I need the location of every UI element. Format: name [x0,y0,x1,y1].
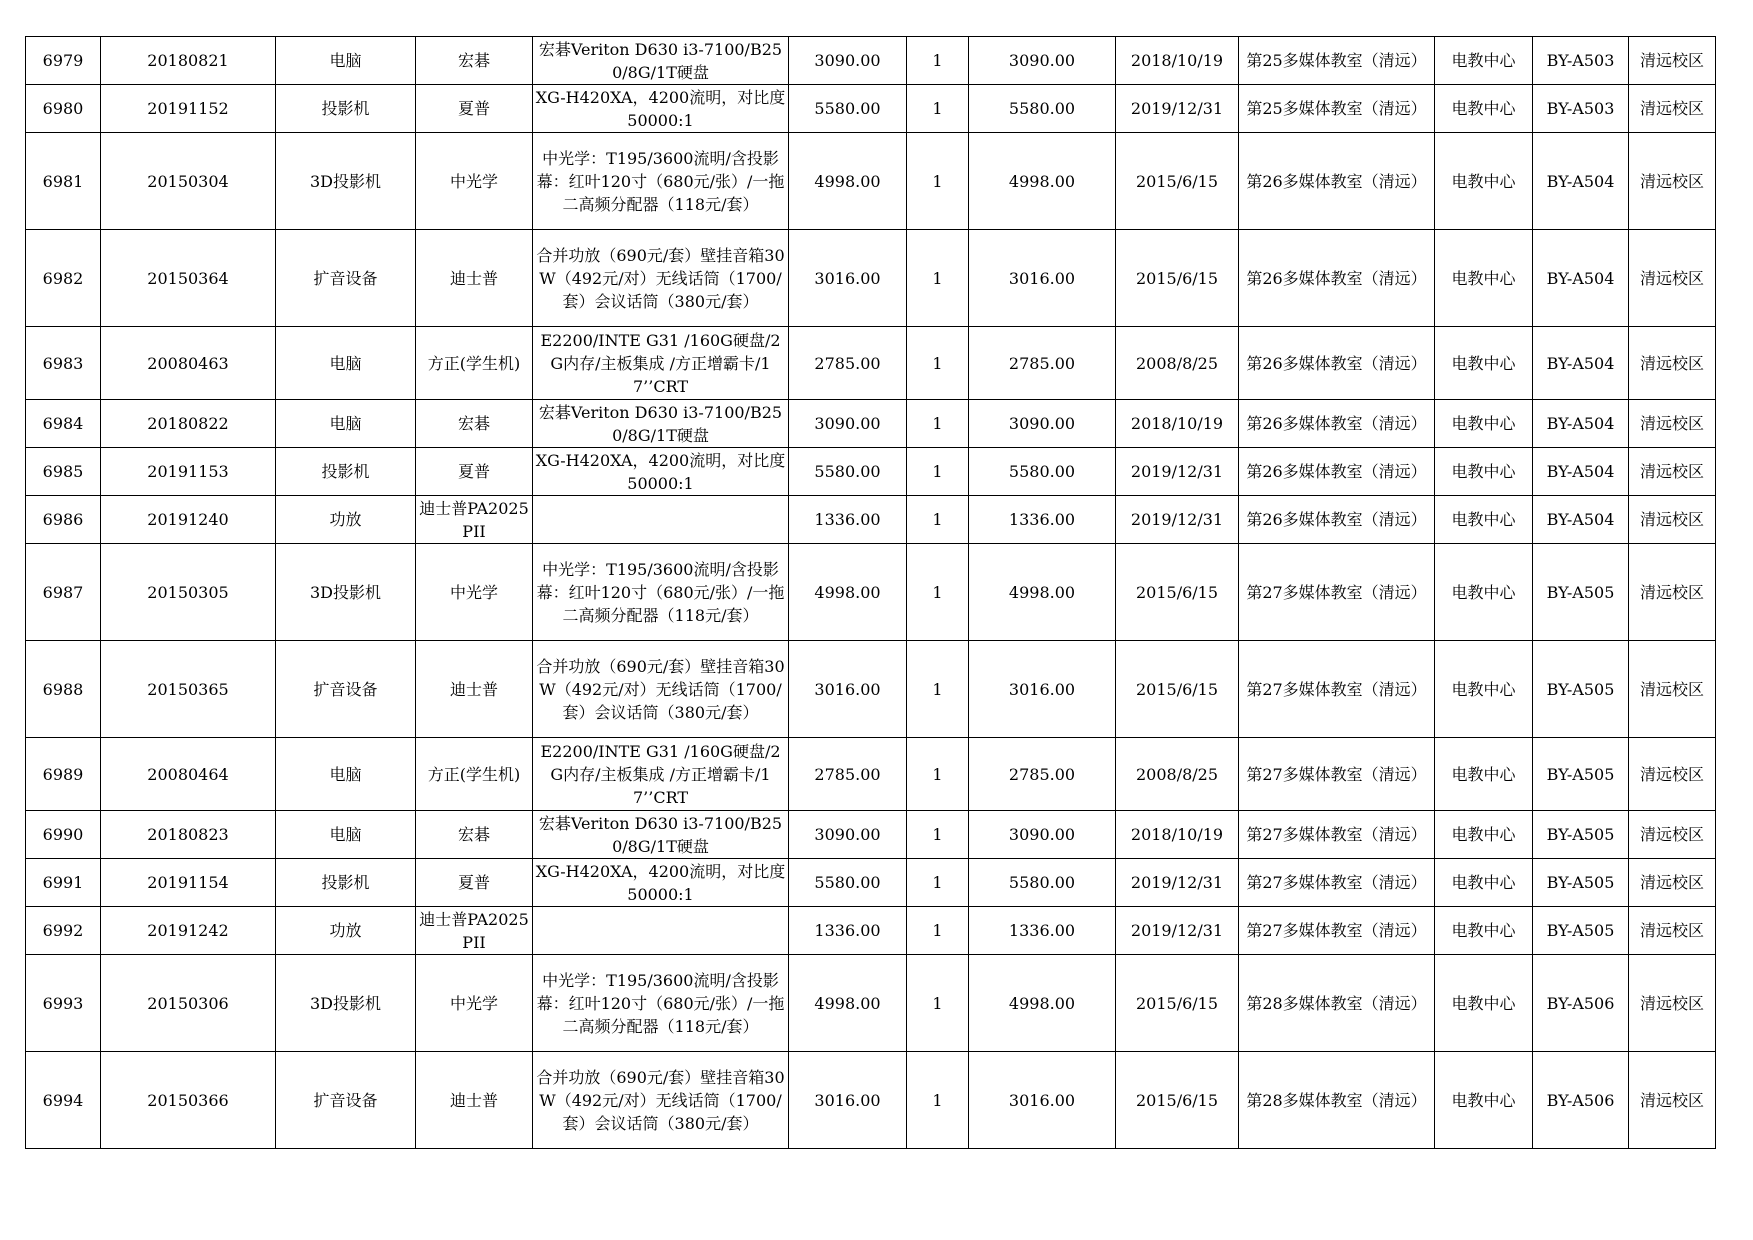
cell-code: 20150305 [101,544,276,641]
cell-location: 第27多媒体教室（清远） [1239,859,1435,907]
cell-campus: 清远校区 [1629,811,1716,859]
cell-code: 20191153 [101,448,276,496]
cell-brand: 中光学 [416,544,533,641]
cell-location: 第27多媒体教室（清远） [1239,641,1435,738]
cell-location: 第26多媒体教室（清远） [1239,133,1435,230]
table-row [26,738,1716,811]
cell-seq: 6986 [26,496,101,544]
cell-location: 第26多媒体教室（清远） [1239,448,1435,496]
cell-campus: 清远校区 [1629,85,1716,133]
cell-code: 20150304 [101,133,276,230]
cell-price: 5580.00 [789,85,907,133]
cell-seq: 6980 [26,85,101,133]
cell-name: 电脑 [276,738,416,811]
table-row [26,1052,1716,1149]
cell-name: 电脑 [276,811,416,859]
cell-brand: 迪士普 [416,230,533,327]
table-row [26,133,1716,230]
cell-code: 20191240 [101,496,276,544]
cell-brand: 方正(学生机) [416,738,533,811]
table-row [26,907,1716,955]
cell-name: 功放 [276,496,416,544]
table-row [26,85,1716,133]
cell-campus: 清远校区 [1629,955,1716,1052]
cell-code: 20191242 [101,907,276,955]
cell-seq: 6988 [26,641,101,738]
cell-spec: 中光学：T195/3600流明/含投影幕：红叶120寸（680元/张）/一拖二高频分配器（118元/套） [533,133,789,230]
table-row [26,811,1716,859]
cell-spec: 宏碁Veriton D630 i3-7100/B250/8G/1T硬盘 [533,37,789,85]
cell-brand: 夏普 [416,448,533,496]
cell-room: BY-A504 [1533,448,1629,496]
cell-qty: 1 [907,738,969,811]
cell-qty: 1 [907,496,969,544]
cell-seq: 6987 [26,544,101,641]
cell-location: 第25多媒体教室（清远） [1239,85,1435,133]
cell-brand: 夏普 [416,85,533,133]
cell-campus: 清远校区 [1629,448,1716,496]
cell-code: 20180821 [101,37,276,85]
cell-code: 20150364 [101,230,276,327]
cell-qty: 1 [907,907,969,955]
cell-seq: 6991 [26,859,101,907]
cell-location: 第26多媒体教室（清远） [1239,400,1435,448]
cell-amount: 3090.00 [969,811,1116,859]
cell-dept: 电教中心 [1435,811,1533,859]
cell-price: 3016.00 [789,230,907,327]
cell-campus: 清远校区 [1629,641,1716,738]
cell-code: 20180822 [101,400,276,448]
cell-qty: 1 [907,327,969,400]
cell-dept: 电教中心 [1435,1052,1533,1149]
cell-spec: 合并功放（690元/套）壁挂音箱30W（492元/对）无线话筒（1700/套）会议话筒（380元/套） [533,641,789,738]
cell-location: 第27多媒体教室（清远） [1239,907,1435,955]
cell-brand: 迪士普 [416,1052,533,1149]
cell-dept: 电教中心 [1435,907,1533,955]
cell-price: 5580.00 [789,859,907,907]
cell-amount: 3016.00 [969,641,1116,738]
cell-qty: 1 [907,955,969,1052]
cell-campus: 清远校区 [1629,496,1716,544]
cell-qty: 1 [907,1052,969,1149]
cell-spec: 宏碁Veriton D630 i3-7100/B250/8G/1T硬盘 [533,811,789,859]
cell-date: 2019/12/31 [1116,859,1239,907]
cell-price: 4998.00 [789,955,907,1052]
cell-location: 第28多媒体教室（清远） [1239,955,1435,1052]
cell-name: 投影机 [276,448,416,496]
cell-code: 20150365 [101,641,276,738]
cell-price: 5580.00 [789,448,907,496]
cell-name: 电脑 [276,37,416,85]
cell-qty: 1 [907,859,969,907]
cell-amount: 4998.00 [969,544,1116,641]
cell-amount: 1336.00 [969,907,1116,955]
cell-room: BY-A506 [1533,955,1629,1052]
cell-location: 第27多媒体教室（清远） [1239,544,1435,641]
table-row [26,37,1716,85]
cell-spec: 中光学：T195/3600流明/含投影幕：红叶120寸（680元/张）/一拖二高频分配器（118元/套） [533,955,789,1052]
cell-location: 第27多媒体教室（清远） [1239,738,1435,811]
cell-room: BY-A506 [1533,1052,1629,1149]
cell-dept: 电教中心 [1435,448,1533,496]
cell-dept: 电教中心 [1435,400,1533,448]
cell-brand: 夏普 [416,859,533,907]
cell-location: 第26多媒体教室（清远） [1239,496,1435,544]
cell-location: 第27多媒体教室（清远） [1239,811,1435,859]
table-row [26,230,1716,327]
cell-date: 2019/12/31 [1116,448,1239,496]
cell-qty: 1 [907,230,969,327]
cell-campus: 清远校区 [1629,907,1716,955]
cell-name: 投影机 [276,85,416,133]
cell-campus: 清远校区 [1629,327,1716,400]
cell-name: 投影机 [276,859,416,907]
cell-seq: 6984 [26,400,101,448]
cell-seq: 6989 [26,738,101,811]
cell-qty: 1 [907,811,969,859]
cell-room: BY-A504 [1533,400,1629,448]
cell-dept: 电教中心 [1435,859,1533,907]
table-row [26,544,1716,641]
cell-room: BY-A505 [1533,641,1629,738]
cell-price: 3090.00 [789,400,907,448]
cell-code: 20150366 [101,1052,276,1149]
cell-campus: 清远校区 [1629,1052,1716,1149]
cell-seq: 6981 [26,133,101,230]
cell-seq: 6985 [26,448,101,496]
cell-price: 3016.00 [789,641,907,738]
cell-code: 20080463 [101,327,276,400]
cell-qty: 1 [907,641,969,738]
cell-brand: 迪士普PA2025PII [416,907,533,955]
cell-room: BY-A505 [1533,907,1629,955]
cell-dept: 电教中心 [1435,37,1533,85]
cell-name: 3D投影机 [276,544,416,641]
cell-code: 20191154 [101,859,276,907]
cell-qty: 1 [907,85,969,133]
cell-name: 3D投影机 [276,133,416,230]
cell-brand: 迪士普PA2025PII [416,496,533,544]
cell-amount: 2785.00 [969,327,1116,400]
cell-amount: 3090.00 [969,400,1116,448]
cell-date: 2015/6/15 [1116,641,1239,738]
cell-campus: 清远校区 [1629,133,1716,230]
cell-date: 2018/10/19 [1116,37,1239,85]
cell-brand: 宏碁 [416,400,533,448]
cell-price: 4998.00 [789,133,907,230]
cell-amount: 3016.00 [969,1052,1116,1149]
cell-qty: 1 [907,133,969,230]
cell-brand: 中光学 [416,955,533,1052]
cell-dept: 电教中心 [1435,738,1533,811]
cell-campus: 清远校区 [1629,37,1716,85]
cell-price: 3016.00 [789,1052,907,1149]
cell-room: BY-A504 [1533,496,1629,544]
cell-code: 20080464 [101,738,276,811]
cell-date: 2008/8/25 [1116,327,1239,400]
cell-seq: 6983 [26,327,101,400]
cell-name: 扩音设备 [276,1052,416,1149]
cell-seq: 6990 [26,811,101,859]
table-row [26,400,1716,448]
cell-room: BY-A505 [1533,859,1629,907]
cell-spec: 合并功放（690元/套）壁挂音箱30W（492元/对）无线话筒（1700/套）会议话筒（380元/套） [533,1052,789,1149]
cell-qty: 1 [907,448,969,496]
cell-date: 2019/12/31 [1116,496,1239,544]
cell-name: 扩音设备 [276,641,416,738]
cell-room: BY-A505 [1533,811,1629,859]
cell-spec: XG-H420XA，4200流明，对比度50000:1 [533,85,789,133]
cell-room: BY-A504 [1533,327,1629,400]
table-row [26,327,1716,400]
cell-amount: 1336.00 [969,496,1116,544]
cell-date: 2015/6/15 [1116,955,1239,1052]
table-row [26,496,1716,544]
cell-seq: 6993 [26,955,101,1052]
cell-amount: 5580.00 [969,85,1116,133]
cell-name: 电脑 [276,400,416,448]
table-row [26,955,1716,1052]
cell-date: 2015/6/15 [1116,133,1239,230]
cell-seq: 6979 [26,37,101,85]
cell-amount: 2785.00 [969,738,1116,811]
cell-date: 2018/10/19 [1116,400,1239,448]
table-row [26,448,1716,496]
cell-campus: 清远校区 [1629,400,1716,448]
cell-dept: 电教中心 [1435,544,1533,641]
cell-price: 2785.00 [789,738,907,811]
cell-seq: 6994 [26,1052,101,1149]
cell-room: BY-A505 [1533,544,1629,641]
cell-amount: 5580.00 [969,448,1116,496]
cell-date: 2008/8/25 [1116,738,1239,811]
cell-spec: E2200/INTE G31 /160G硬盘/2G内存/主板集成 /方正增霸卡/17’’CRT [533,738,789,811]
cell-dept: 电教中心 [1435,496,1533,544]
cell-price: 1336.00 [789,907,907,955]
cell-dept: 电教中心 [1435,955,1533,1052]
cell-room: BY-A503 [1533,37,1629,85]
cell-campus: 清远校区 [1629,544,1716,641]
cell-brand: 宏碁 [416,811,533,859]
cell-spec: XG-H420XA，4200流明，对比度50000:1 [533,859,789,907]
cell-spec: 宏碁Veriton D630 i3-7100/B250/8G/1T硬盘 [533,400,789,448]
cell-name: 功放 [276,907,416,955]
cell-date: 2018/10/19 [1116,811,1239,859]
cell-location: 第26多媒体教室（清远） [1239,230,1435,327]
cell-name: 电脑 [276,327,416,400]
cell-date: 2015/6/15 [1116,1052,1239,1149]
cell-amount: 4998.00 [969,133,1116,230]
cell-location: 第26多媒体教室（清远） [1239,327,1435,400]
cell-price: 3090.00 [789,37,907,85]
cell-date: 2015/6/15 [1116,230,1239,327]
cell-brand: 方正(学生机) [416,327,533,400]
cell-amount: 4998.00 [969,955,1116,1052]
asset-table-body [26,37,1716,1149]
cell-price: 2785.00 [789,327,907,400]
cell-dept: 电教中心 [1435,85,1533,133]
cell-date: 2015/6/15 [1116,544,1239,641]
cell-amount: 3016.00 [969,230,1116,327]
cell-room: BY-A504 [1533,133,1629,230]
cell-seq: 6982 [26,230,101,327]
cell-qty: 1 [907,400,969,448]
table-row [26,859,1716,907]
cell-code: 20191152 [101,85,276,133]
cell-seq: 6992 [26,907,101,955]
cell-date: 2019/12/31 [1116,85,1239,133]
cell-amount: 3090.00 [969,37,1116,85]
cell-amount: 5580.00 [969,859,1116,907]
cell-dept: 电教中心 [1435,133,1533,230]
cell-location: 第25多媒体教室（清远） [1239,37,1435,85]
cell-campus: 清远校区 [1629,738,1716,811]
cell-spec [533,907,789,955]
cell-dept: 电教中心 [1435,230,1533,327]
cell-code: 20150306 [101,955,276,1052]
cell-brand: 迪士普 [416,641,533,738]
cell-brand: 中光学 [416,133,533,230]
cell-dept: 电教中心 [1435,641,1533,738]
cell-spec [533,496,789,544]
cell-date: 2019/12/31 [1116,907,1239,955]
cell-spec: E2200/INTE G31 /160G硬盘/2G内存/主板集成 /方正增霸卡/17’’CRT [533,327,789,400]
cell-name: 扩音设备 [276,230,416,327]
cell-location: 第28多媒体教室（清远） [1239,1052,1435,1149]
cell-spec: XG-H420XA，4200流明，对比度50000:1 [533,448,789,496]
table-row [26,641,1716,738]
cell-name: 3D投影机 [276,955,416,1052]
cell-qty: 1 [907,544,969,641]
cell-code: 20180823 [101,811,276,859]
cell-brand: 宏碁 [416,37,533,85]
cell-price: 4998.00 [789,544,907,641]
cell-price: 3090.00 [789,811,907,859]
cell-spec: 中光学：T195/3600流明/含投影幕：红叶120寸（680元/张）/一拖二高频分配器（118元/套） [533,544,789,641]
cell-room: BY-A503 [1533,85,1629,133]
cell-qty: 1 [907,37,969,85]
cell-room: BY-A505 [1533,738,1629,811]
cell-campus: 清远校区 [1629,230,1716,327]
cell-room: BY-A504 [1533,230,1629,327]
asset-table [25,36,1716,1149]
cell-spec: 合并功放（690元/套）壁挂音箱30W（492元/对）无线话筒（1700/套）会议话筒（380元/套） [533,230,789,327]
cell-price: 1336.00 [789,496,907,544]
cell-campus: 清远校区 [1629,859,1716,907]
cell-dept: 电教中心 [1435,327,1533,400]
